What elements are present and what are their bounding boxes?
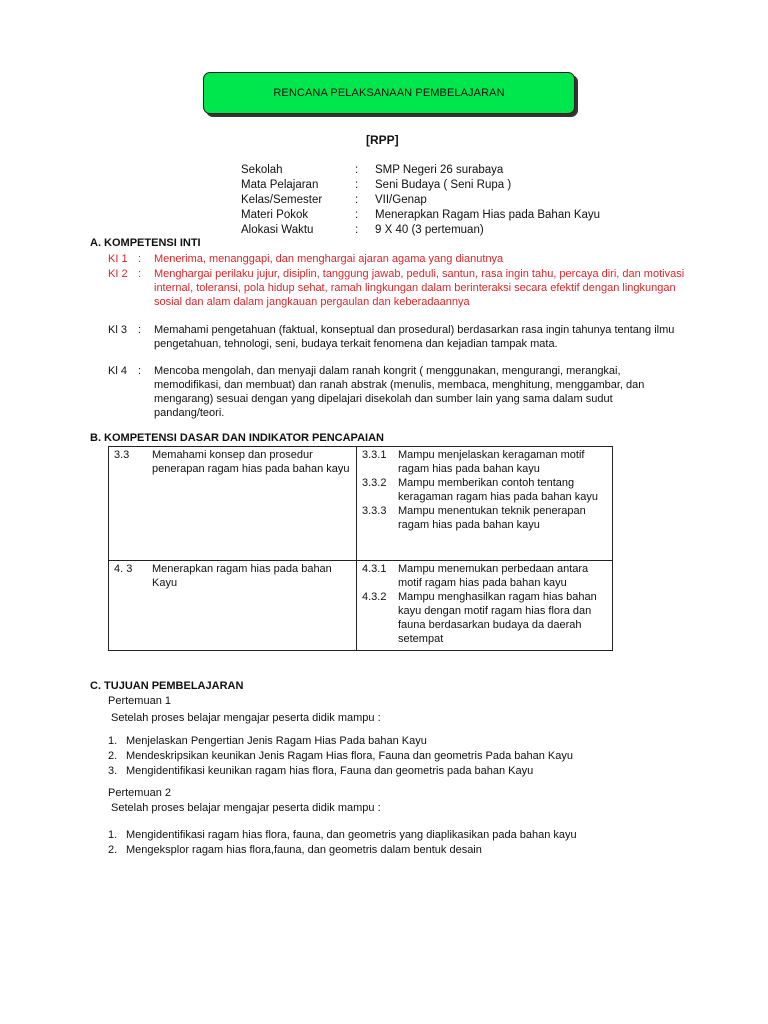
indicator-text: Mampu menentukan teknik penerapan ragam hias pada bahan kayu bbox=[398, 505, 586, 531]
indicator-item bbox=[362, 448, 607, 476]
list-number: 2. bbox=[108, 750, 118, 762]
list-number: 3. bbox=[108, 765, 118, 777]
kd-number: 3.3 bbox=[114, 449, 130, 461]
identity-info bbox=[241, 163, 600, 238]
indicator-item bbox=[362, 476, 607, 504]
ki-3 bbox=[108, 323, 679, 351]
document-title-box bbox=[203, 72, 575, 114]
info-value: 9 X 40 (3 pertemuan) bbox=[375, 224, 484, 236]
indicator-item bbox=[362, 504, 607, 532]
meeting-2-intro: Setelah proses belajar mengajar peserta didik mampu : bbox=[111, 802, 381, 814]
ki-4 bbox=[108, 364, 679, 420]
ki-label: Kl 3 bbox=[108, 324, 127, 336]
info-label: Kelas/Semester bbox=[241, 194, 323, 206]
list-text: Mengidentifikasi ragam hias flora, fauna, dan geometris yang diaplikasikan pada bahan kayu bbox=[126, 829, 577, 841]
meeting-1-list bbox=[108, 734, 573, 779]
list-number: 1. bbox=[108, 735, 118, 747]
indicator-item bbox=[362, 562, 607, 590]
info-colon: : bbox=[355, 179, 359, 191]
ki-label: KI 2 bbox=[108, 268, 128, 280]
info-label: Mata Pelajaran bbox=[241, 179, 319, 191]
list-number: 1. bbox=[108, 829, 118, 841]
info-value: Menerapkan Ragam Hias pada Bahan Kayu bbox=[375, 209, 601, 221]
document-title: RENCANA PELAKSANAAN PEMBELAJARAN bbox=[273, 87, 505, 99]
list-item bbox=[108, 828, 577, 843]
ki-colon: : bbox=[138, 365, 142, 377]
ki-label: Kl 4 bbox=[108, 365, 127, 377]
indicator-cell bbox=[357, 447, 613, 561]
ki-text: Memahami pengetahuan (faktual, konseptual dan prosedural) berdasarkan rasa ingin tahunya tentang ilmu pengetahuan, tehnologi, seni, budaya terkait fenomena dan kejadian tampak mata. bbox=[154, 324, 675, 350]
list-text: Mendeskripsikan keunikan Jenis Ragam Hias flora, Fauna dan geometris Pada bahan Kayu bbox=[126, 750, 573, 762]
ki-text: Menghargai perilaku jujur, disiplin, tanggung jawab, peduli, santun, rasa ingin tahu, percaya diri, dan motivasi internal, toleransi, pola hidup sehat, ramah lingkungan dalam berinteraksi secara efektif dengan lingkungan sosial dan alam dalam jangkauan pergaulan dan keberadaannya bbox=[154, 268, 685, 308]
list-text: Menjelaskan Pengertian Jenis Ragam Hias Pada bahan Kayu bbox=[126, 735, 427, 747]
ki-colon: : bbox=[138, 253, 142, 265]
meeting-2-title: Pertemuan 2 bbox=[108, 787, 171, 799]
ki-colon: : bbox=[138, 268, 142, 280]
indicator-text: Mampu memberikan contoh tentang keragaman ragam hias pada bahan kayu bbox=[398, 477, 598, 503]
info-label: Alokasi Waktu bbox=[241, 224, 314, 236]
indicator-number: 4.3.1 bbox=[362, 563, 387, 575]
info-row bbox=[241, 208, 600, 223]
kd-number: 4. 3 bbox=[114, 563, 133, 575]
indicator-cell bbox=[357, 561, 613, 651]
indicator-number: 3.3.2 bbox=[362, 477, 387, 489]
ki-2 bbox=[108, 267, 689, 309]
indicator-text: Mampu menjelaskan keragaman motif ragam hias pada bahan kayu bbox=[398, 449, 585, 475]
document-subtitle: [RPP] bbox=[366, 133, 399, 147]
info-colon: : bbox=[355, 209, 359, 221]
info-row bbox=[241, 223, 600, 238]
info-label: Sekolah bbox=[241, 164, 283, 176]
info-row bbox=[241, 178, 600, 193]
kd-cell bbox=[109, 447, 357, 561]
section-c-heading: C. TUJUAN PEMBELAJARAN bbox=[90, 680, 244, 692]
meeting-1-title: Pertemuan 1 bbox=[108, 695, 171, 707]
section-a-heading: A. KOMPETENSI INTI bbox=[90, 237, 201, 249]
info-value: Seni Budaya ( Seni Rupa ) bbox=[375, 179, 512, 191]
ki-1 bbox=[108, 252, 684, 266]
info-label: Materi Pokok bbox=[241, 209, 309, 221]
list-item bbox=[108, 749, 573, 764]
kd-indicator-table bbox=[108, 446, 613, 651]
info-colon: : bbox=[355, 194, 359, 206]
info-colon: : bbox=[355, 164, 359, 176]
info-row bbox=[241, 193, 600, 208]
indicator-item bbox=[362, 590, 607, 646]
list-item bbox=[108, 734, 573, 749]
kd-text: Menerapkan ragam hias pada bahan Kayu bbox=[152, 563, 332, 589]
indicator-number: 3.3.1 bbox=[362, 449, 387, 461]
table-row bbox=[109, 447, 613, 561]
ki-colon: : bbox=[138, 324, 142, 336]
kd-text: Memahami konsep dan prosedur penerapan ragam hias pada bahan kayu bbox=[152, 449, 350, 475]
list-item bbox=[108, 764, 573, 779]
info-row bbox=[241, 163, 600, 178]
info-value: VII/Genap bbox=[375, 194, 427, 206]
indicator-number: 3.3.3 bbox=[362, 505, 387, 517]
list-item bbox=[108, 843, 577, 858]
list-number: 2. bbox=[108, 844, 118, 856]
ki-text: Menerima, menanggapi, dan menghargai ajaran agama yang dianutnya bbox=[154, 253, 504, 265]
indicator-text: Mampu menemukan perbedaan antara motif ragam hias pada bahan kayu bbox=[398, 563, 589, 589]
ki-text: Mencoba mengolah, dan menyaji dalam ranah kongrit ( menggunakan, mengurangi, merangkai, memodifikasi, dan membuat) dan ranah abstrak (menulis, membaca, menghitung, menggambar, dan mengarang) sesuai dengan yang dipelajari disekolah dan sumber lain yang sama dalam sudut pandang/teori. bbox=[154, 365, 645, 419]
info-value: SMP Negeri 26 surabaya bbox=[375, 164, 504, 176]
kd-cell bbox=[109, 561, 357, 651]
meeting-1-intro: Setelah proses belajar mengajar peserta didik mampu : bbox=[111, 712, 381, 724]
list-text: Mengidentifikasi keunikan ragam hias flora, Fauna dan geometris pada bahan Kayu bbox=[126, 765, 534, 777]
section-b-heading: B. KOMPETENSI DASAR DAN INDIKATOR PENCAPAIAN bbox=[90, 432, 384, 444]
ki-label: KI 1 bbox=[108, 253, 128, 265]
list-text: Mengeksplor ragam hias flora,fauna, dan geometris dalam bentuk desain bbox=[126, 844, 482, 856]
meeting-2-list bbox=[108, 828, 577, 858]
indicator-number: 4.3.2 bbox=[362, 591, 387, 603]
table-row bbox=[109, 561, 613, 651]
info-colon: : bbox=[355, 224, 359, 236]
indicator-text: Mampu menghasilkan ragam hias bahan kayu dengan motif ragam hias flora dan fauna berdasarkan budaya da daerah setempat bbox=[398, 591, 597, 645]
